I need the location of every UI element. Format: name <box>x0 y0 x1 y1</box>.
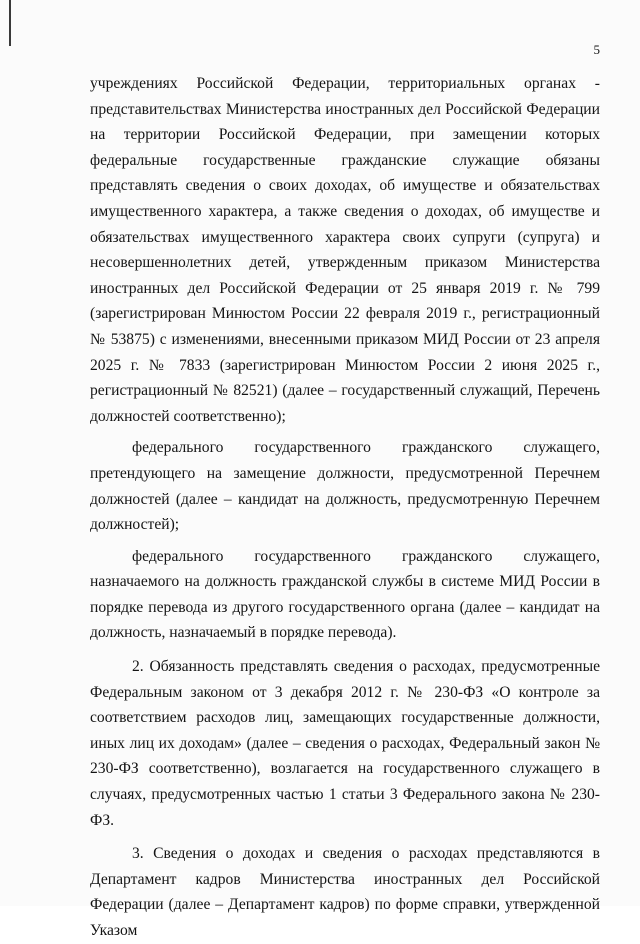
document-body <box>90 71 600 944</box>
paragraph-candidate-transfer: федерального государственного гражданского служащего, назначаемого на должность гражданской службы в системе МИД России в порядке перевода из другого государственного органа (далее – кандидат на должность, назначаемый в порядке перевода). <box>90 547 600 642</box>
page-number: 5 <box>593 42 600 57</box>
paragraph-item-3-submission: 3. Сведения о доходах и сведения о расходах представляются в Департамент кадров Министерства иностранных дел Российской Федерации (далее – Департамент кадров) по форме справки, утвержденной Указом <box>90 845 600 939</box>
paragraph-item-2-expenses: 2. Обязанность представлять сведения о расходах, предусмотренные Федеральным законом от 3 декабря 2012 г. № 230-ФЗ «О контроле за соответствием расходов лиц, замещающих государственные должности, иных лиц их доходам» (далее – сведения о расходах, Федеральный закон № 230-ФЗ соответственно), возлагается на государственного служащего в случаях, предусмотренных частью 1 статьи 3 Федерального закона № 230-ФЗ. <box>90 658 600 829</box>
scan-margin-line <box>9 0 11 46</box>
paragraph-continuation-list: учреждениях Российской Федерации, территориальных органах - представительствах Министерства иностранных дел Российской Федерации на территории Российской Федерации, при замещении которых федеральные государственные гражданские служащие обязаны представлять сведения о своих доходах, об имуществе и обязательствах имущественного характера, а также сведения о доходах, об имуществе и обязательствах имущественного характера своих супруги (супруга) и несовершеннолетних детей, утвержденным приказом Министерства иностранных дел Российской Федерации от 25 января 2019 г. № 799 (зарегистрирован Минюстом России 22 февраля 2019 г., регистрационный № 53875) с изменениями, внесенными приказом МИД России от 23 апреля 2025 г. № 7833 (зарегистрирован Минюстом России 2 июня 2025 г., регистрационный № 82521) (далее – государственный служащий, Перечень должностей соответственно); <box>90 75 600 425</box>
paragraph-candidate-position: федерального государственного гражданского служащего, претендующего на замещение должности, предусмотренной Перечнем должностей (далее – кандидат на должность, предусмотренную Перечнем должностей); <box>90 439 600 534</box>
